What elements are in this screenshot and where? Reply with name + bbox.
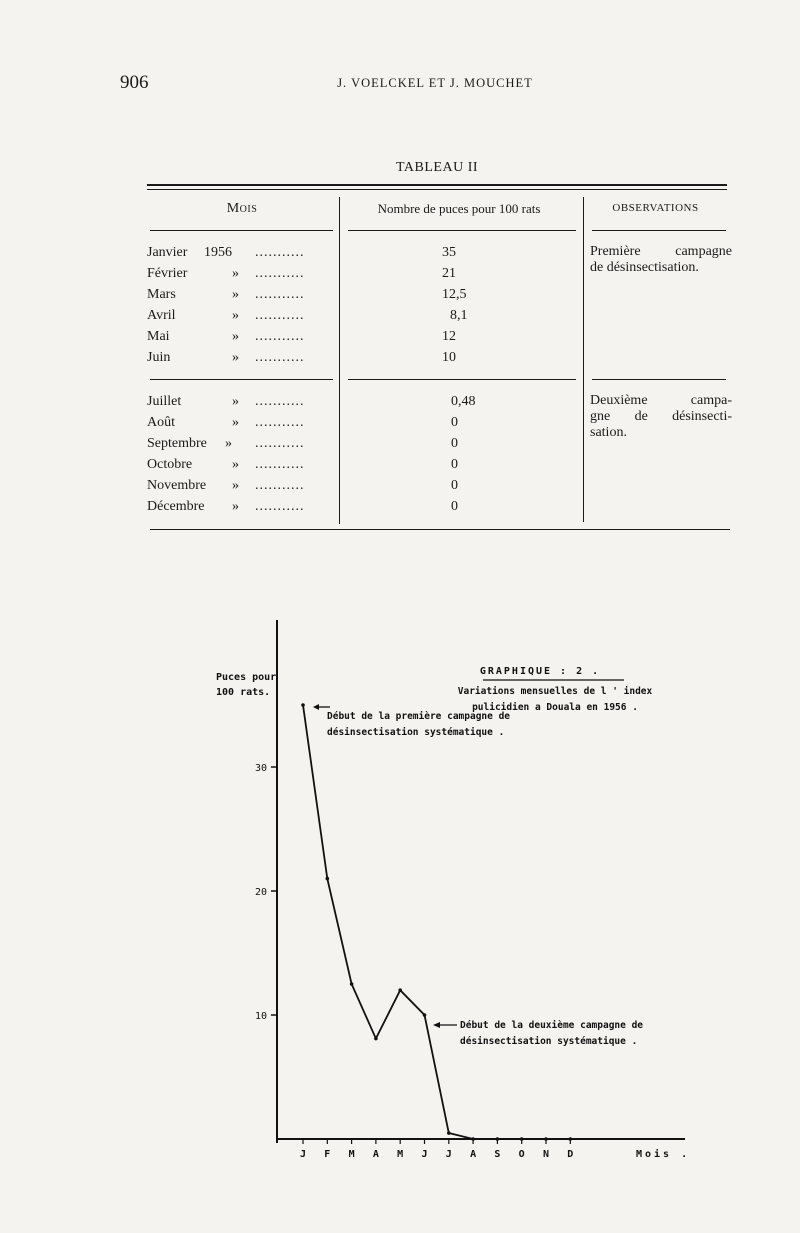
month-column [147, 242, 337, 368]
ditto-mark: » [232, 457, 239, 472]
header-rule-month [150, 230, 333, 231]
data-point [447, 1131, 451, 1135]
table-row [147, 496, 337, 517]
observation-line: Première campagne [590, 244, 732, 259]
observation-group-2 [590, 393, 732, 441]
observation-line: de désinsectisation. [590, 260, 699, 275]
data-point [350, 982, 354, 986]
series-line [303, 705, 570, 1139]
annotation-text: Début de la première campagne de [327, 711, 511, 722]
leader-dots: ........... [255, 394, 305, 409]
chart-subtitle: Variations mensuelles de l ' index [457, 686, 653, 697]
leader-dots: ........... [255, 457, 305, 472]
column-divider-2 [583, 197, 584, 522]
leader-dots: ........... [255, 329, 305, 344]
annotation-text: désinsectisation systématique . [327, 727, 505, 738]
table-row [147, 284, 337, 305]
y-axis-label: 100 rats. [216, 687, 271, 698]
month-label: Décembre [147, 499, 205, 514]
table-title: TABLEAU II [395, 160, 479, 175]
ditto-mark: » [232, 329, 239, 344]
month-label: Novembre [147, 478, 207, 493]
header-rule-fleas [348, 230, 576, 231]
month-label: Août [147, 415, 175, 430]
group-rule-fleas [348, 379, 576, 380]
table-row [147, 391, 337, 412]
month-label: Février [147, 266, 188, 281]
table-cell-value: 0,48 [451, 394, 476, 409]
data-point [398, 988, 402, 992]
table-cell-value: 21 [442, 266, 456, 281]
x-tick-label: N [542, 1149, 550, 1160]
x-tick-label: A [372, 1149, 379, 1160]
month-column [147, 391, 337, 517]
header-rule-obs [592, 230, 726, 231]
ditto-mark: » [232, 499, 239, 514]
table-bottom-rule [150, 529, 730, 530]
ditto-mark: » [232, 478, 239, 493]
table-row [147, 412, 337, 433]
x-tick-label: A [470, 1149, 477, 1160]
x-tick-label: D [567, 1149, 574, 1160]
observation-line: Deuxième campa- [590, 393, 732, 408]
x-tick-label: M [397, 1149, 404, 1160]
year-label: 1956 [204, 245, 232, 260]
table-top-rule-thin [147, 189, 727, 190]
data-point [569, 1137, 573, 1141]
value-column [442, 242, 522, 368]
column-header-fleas: Nombre de puces pour 100 rats [377, 201, 541, 216]
y-tick-label: 30 [254, 763, 267, 774]
table-cell-value: 10 [442, 350, 456, 365]
ditto-mark: » [232, 308, 239, 323]
x-tick-label: J [445, 1149, 452, 1160]
leader-dots: ........... [255, 350, 305, 365]
observation-line: sation. [590, 425, 627, 440]
data-point [423, 1013, 427, 1017]
ditto-mark: » [232, 415, 239, 430]
table-top-rule [147, 184, 727, 186]
observation-group-1 [590, 244, 732, 276]
ditto-mark: » [225, 436, 232, 451]
month-label: Juin [147, 350, 171, 365]
table-row [147, 263, 337, 284]
arrowhead-icon [433, 1022, 440, 1028]
ditto-mark: » [232, 266, 239, 281]
month-label: Octobre [147, 457, 193, 472]
leader-dots: ........... [255, 245, 305, 260]
data-point [374, 1037, 378, 1041]
table-row [147, 454, 337, 475]
column-header-month: Mois [226, 201, 258, 216]
running-header-authors: J. VOELCKEL ET J. MOUCHET [337, 76, 533, 90]
table-cell-value: 12 [442, 329, 456, 344]
annotation-text: Début de la deuxième campagne de [460, 1020, 644, 1031]
table-row [147, 326, 337, 347]
data-point [496, 1137, 500, 1141]
x-tick-label: F [324, 1149, 331, 1160]
month-label: Mars [147, 287, 176, 302]
data-point [520, 1137, 524, 1141]
table-cell-value: 0 [451, 478, 458, 493]
table-cell-value: 8,1 [450, 308, 468, 323]
month-label: Juillet [147, 394, 182, 409]
line-chart [0, 600, 800, 1160]
x-axis-label: Mois . [636, 1149, 691, 1160]
month-label: Avril [147, 308, 176, 323]
data-point [301, 703, 305, 707]
data-point [544, 1137, 548, 1141]
table-row [147, 475, 337, 496]
table-row [147, 347, 337, 368]
leader-dots: ........... [255, 478, 305, 493]
value-column [451, 391, 531, 517]
leader-dots: ........... [255, 415, 305, 430]
data-point [471, 1137, 475, 1141]
x-tick-label: M [348, 1149, 355, 1160]
x-tick-label: J [421, 1149, 428, 1160]
ditto-mark: » [232, 350, 239, 365]
table-row [147, 433, 337, 454]
table-row [147, 305, 337, 326]
y-tick-label: 20 [254, 887, 267, 898]
month-label: Mai [147, 329, 170, 344]
x-tick-label: J [299, 1149, 307, 1160]
y-axis-label: Puces pour [216, 672, 277, 683]
y-tick-label: 10 [254, 1011, 267, 1022]
leader-dots: ........... [255, 308, 305, 323]
column-divider-1 [339, 197, 340, 524]
month-label: Septembre [147, 436, 207, 451]
group-rule-obs [592, 379, 726, 380]
chart-subtitle: pulicidien a Douala en 1956 . [472, 702, 638, 713]
table-cell-value: 35 [442, 245, 456, 260]
annotation-text: désinsectisation systématique . [460, 1036, 638, 1047]
ditto-mark: » [232, 394, 239, 409]
leader-dots: ........... [255, 436, 305, 451]
table-cell-value: 0 [451, 499, 458, 514]
page-number: 906 [120, 72, 149, 93]
leader-dots: ........... [255, 499, 305, 514]
column-header-observations: OBSERVATIONS [612, 202, 699, 214]
chart-title: GRAPHIQUE : 2 . [479, 666, 601, 677]
leader-dots: ........... [255, 266, 305, 281]
table-cell-value: 12,5 [442, 287, 467, 302]
group-rule-month [150, 379, 333, 380]
x-tick-label: S [494, 1149, 501, 1160]
data-point [326, 877, 330, 881]
table-cell-value: 0 [451, 457, 458, 472]
leader-dots: ........... [255, 287, 305, 302]
arrowhead-icon [313, 704, 319, 710]
month-label: Janvier [147, 245, 188, 260]
observation-line: gne de désinsecti- [590, 409, 732, 424]
table-row [147, 242, 337, 263]
ditto-mark: » [232, 287, 239, 302]
table-cell-value: 0 [451, 415, 458, 430]
table-cell-value: 0 [451, 436, 458, 451]
x-tick-label: O [518, 1149, 525, 1160]
